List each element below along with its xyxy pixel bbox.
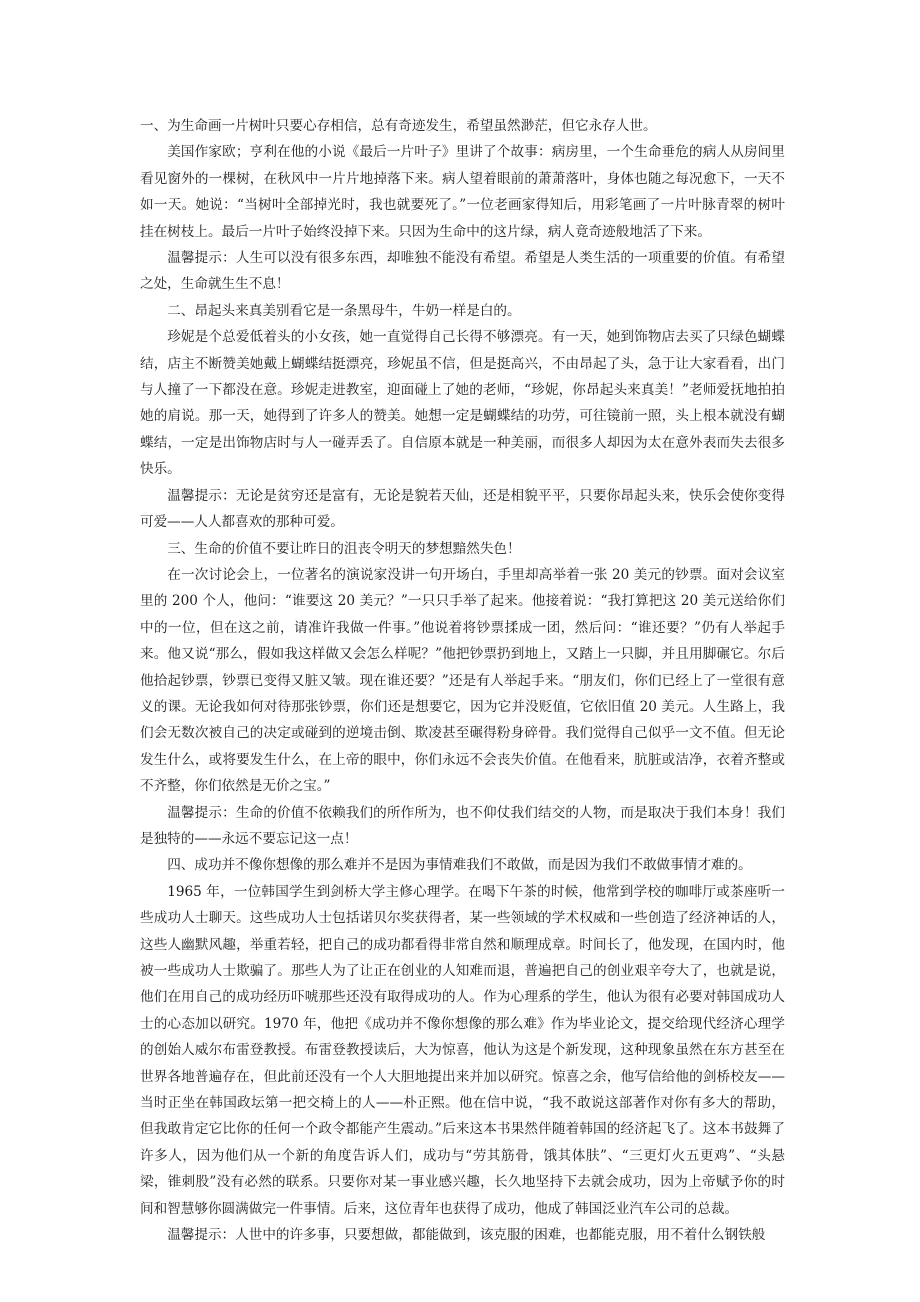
- section-2-heading: 二、昂起头来真美别看它是一条黑母牛，牛奶一样是白的。: [167, 302, 521, 319]
- section-4-story: 1965 年，一位韩国学生到剑桥大学主修心理学。在喝下午茶的时候，他常到学校的咖啡厅或茶座听一些成功人士聊天。这些成功人士包括诺贝尔奖获得者，某一些领域的学术权威和一些创造了经济神话的人，这些人幽默风趣，举重若轻，把自己的成功都看得非常自然和顺理成章。时间长了，他发现，在国内时，他被一些成功人士欺骗了。那些人为了让正在创业的人知难而退，普遍把自己的创业艰辛夸大了，也就是说，他们在用自己的成功经历吓唬那些还没有取得成功的人。作为心理系的学生，他认为很有必要对韩国成功人士的心态加以研究。1970 年，他把《成功并不像你想像的那么难》作为毕业论文，提交给现代经济心理学的创始人威尔布雷登教授。布雷登教授读后，大为惊喜，他认为这是个新发现，这种现象虽然在东方甚至在世界各地普遍存在，但此前还没有一个人大胆地提出来并加以研究。惊喜之余，他写信给他的剑桥校友——当时正坐在韩国政坛第一把交椅上的人——朴正熙。他在信中说，“我不敢说这部著作对你有多大的帮助，但我敢肯定它比你的任何一个政令都能产生震动。”后来这本书果然伴随着韩国的经济起飞了。这本书鼓舞了许多人，因为他们从一个新的角度告诉人们，成功与“劳其筋骨，饿其体肤”、“三更灯火五更鸡”、“头悬梁，锥刺股”没有必然的联系。只要你对某一事业感兴趣，长久地坚持下去就会成功，因为上帝赋予你的时间和智慧够你圆满做完一件事情。后来，这位青年也获得了成功，他成了韩国泛业汽车公司的总裁。: [140, 883, 785, 1217]
- section-4-heading: 四、成功并不像你想像的那么难并不是因为事情难我们不敢做，而是因为我们不敢做事情才难的。: [167, 857, 752, 874]
- section-3-story: 在一次讨论会上，一位著名的演说家没讲一句开场白，手里却高举着一张 20 美元的钞票。面对会议室里的 200 个人，他问：“谁要这 20 美元？”一只只手举了起来。他接着说：“我打算把这 20 美元送给你们中的一位，但在这之前，请准许我做一件事。”他说着将钞票揉成一团，然后问：“谁还要？”仍有人举起手来。他又说“那么，假如我这样做又会怎么样呢？”他把钞票扔到地上，又踏上一只脚，并且用脚碾它。尔后他拾起钞票，钞票已变得又脏又皱。现在谁还要？”还是有人举起手来。“朋友们，你们已经上了一堂很有意义的课。无论我如何对待那张钞票，你们还是想要它，因为它并没贬值，它依旧值 20 美元。人生路上，我们会无数次被自己的决定或碰到的逆境击倒、欺凌甚至碾得粉身碎骨。我们觉得自己似乎一文不值。但无论发生什么，或将要发生什么，在上帝的眼中，你们永远不会丧失价值。在他看来，肮脏或洁净，衣着齐整或不齐整，你们依然是无价之宝。”: [140, 566, 785, 795]
- document-body: [140, 113, 785, 1248]
- section-1-heading: 一、为生命画一片树叶只要心存相信，总有奇迹发生，希望虽然渺茫，但它永存人世。: [140, 118, 657, 134]
- section-1-tip: 温馨提示：人生可以没有很多东西，却唯独不能没有希望。希望是人类生活的一项重要的价值。有希望之处，生命就生生不息！: [140, 250, 785, 293]
- section-1-story: 美国作家欧；亨利在他的小说《最后一片叶子》里讲了个故事：病房里，一个生命垂危的病人从房间里看见窗外的一棵树，在秋风中一片片地掉落下来。病人望着眼前的萧萧落叶，身体也随之每况愈下，一天不如一天。她说：“当树叶全部掉光时，我也就要死了。”一位老画家得知后，用彩笔画了一片叶脉青翠的树叶挂在树枝上。最后一片叶子始终没掉下来。只因为生命中的这片绿，病人竟奇迹般地活了下来。: [140, 144, 785, 240]
- section-3-tip: 温馨提示：生命的价值不依赖我们的所作所为，也不仰仗我们结交的人物，而是取决于我们本身！我们是独特的——永远不要忘记这一点！: [140, 804, 785, 847]
- section-2-tip: 温馨提示：无论是贫穷还是富有，无论是貌若天仙，还是相貌平平，只要你昂起头来，快乐会使你变得可爱——人人都喜欢的那种可爱。: [140, 487, 785, 531]
- section-3-heading: 三、生命的价值不要让昨日的沮丧令明天的梦想黯然失色！: [167, 540, 521, 557]
- section-4-tip: 温馨提示：人世中的许多事，只要想做，都能做到，该克服的困难，也都能克服，用不着什么钢铁般: [167, 1227, 766, 1244]
- section-2-story: 珍妮是个总爱低着头的小女孩，她一直觉得自己长得不够漂亮。有一天，她到饰物店去买了只绿色蝴蝶结，店主不断赞美她戴上蝴蝶结挺漂亮，珍妮虽不信，但是挺高兴，不由昂起了头，急于让大家看看，出门与人撞了一下都没在意。珍妮走进教室，迎面碰上了她的老师，“珍妮，你昂起头来真美！”老师爱抚地拍拍她的肩说。那一天，她得到了许多人的赞美。她想一定是蝴蝶结的功劳，可往镜前一照，头上根本就没有蝴蝶结，一定是出饰物店时与人一碰弄丢了。自信原本就是一种美丽，而很多人却因为太在意外表而失去很多快乐。: [140, 329, 785, 478]
